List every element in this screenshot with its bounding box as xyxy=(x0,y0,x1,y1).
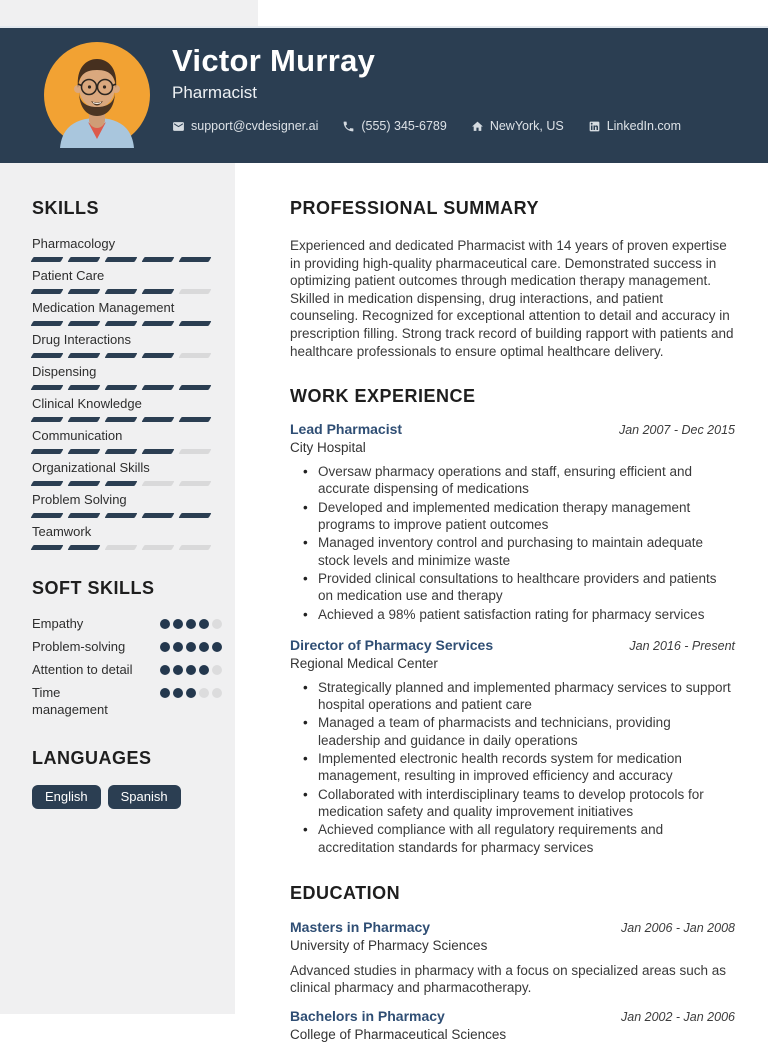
skill-segment-filled xyxy=(68,385,101,390)
top-strip-left xyxy=(0,0,258,26)
soft-skill-dots xyxy=(160,684,222,701)
skill-segment-filled xyxy=(31,481,64,486)
rating-dot-filled xyxy=(199,665,209,675)
skill-label: Clinical Knowledge xyxy=(32,396,142,411)
soft-skill-label: Time management xyxy=(32,685,108,717)
skill-segment-filled xyxy=(105,321,138,326)
home-icon xyxy=(471,120,484,133)
education-entry xyxy=(290,1007,735,1043)
skill-segment-filled xyxy=(31,353,64,358)
skill-segment-filled xyxy=(142,321,175,326)
rating-dot-filled xyxy=(186,665,196,675)
job-bullet: • Achieved compliance with all regulatory requirements and accreditation standards for pharmacy services xyxy=(290,821,735,856)
job-entry xyxy=(290,420,735,623)
job-header xyxy=(290,636,735,654)
rating-dot-filled xyxy=(160,619,170,629)
soft-skill-dots xyxy=(160,661,222,678)
skills-heading: SKILLS xyxy=(32,198,100,218)
soft-skill-label: Problem-solving xyxy=(32,639,126,654)
person-job-title: Pharmacist xyxy=(172,83,258,103)
education-heading: EDUCATION xyxy=(290,882,401,903)
education-header xyxy=(290,918,735,936)
skill-level-bar xyxy=(32,545,217,550)
skill-item xyxy=(32,300,217,326)
header-band xyxy=(0,28,768,163)
experience-section xyxy=(290,386,735,856)
soft-skill-row xyxy=(32,684,217,718)
top-strip xyxy=(0,0,768,28)
summary-heading: PROFESSIONAL SUMMARY xyxy=(290,198,540,218)
skill-segment-filled xyxy=(68,321,101,326)
skill-segment-filled xyxy=(68,289,101,294)
soft-skill-row xyxy=(32,638,217,655)
education-degree: Bachelors in Pharmacy xyxy=(290,1007,445,1024)
education-dates: Jan 2002 - Jan 2006 xyxy=(621,1009,735,1024)
skill-label: Organizational Skills xyxy=(32,460,150,475)
skill-segment-empty xyxy=(142,545,175,550)
skill-item xyxy=(32,364,217,390)
language-badge: Spanish xyxy=(108,785,181,809)
rating-dot-empty xyxy=(199,688,209,698)
rating-dot-filled xyxy=(160,688,170,698)
skill-label: Teamwork xyxy=(32,524,92,539)
skill-level-bar xyxy=(32,257,217,262)
languages-list xyxy=(32,785,217,809)
header-text xyxy=(172,44,681,133)
job-bullet: • Oversaw pharmacy operations and staff, ensuring efficient and accurate dispensing of medications xyxy=(290,463,735,498)
job-bullet: • Strategically planned and implemented pharmacy services to support hospital operations and patient care xyxy=(290,679,735,714)
skill-segment-filled xyxy=(179,257,212,262)
skill-segment-filled xyxy=(31,513,64,518)
skill-label: Dispensing xyxy=(32,364,97,379)
skill-item xyxy=(32,428,217,454)
skill-segment-filled xyxy=(105,449,138,454)
skill-label: Patient Care xyxy=(32,268,105,283)
job-role: Director of Pharmacy Services xyxy=(290,636,494,653)
skill-segment-filled xyxy=(142,513,175,518)
skill-item xyxy=(32,492,217,518)
summary-text: Experienced and dedicated Pharmacist with 14 years of proven expertise in providing high-quality pharmaceutical care. Demonstrated success in optimizing patient outcomes through medication therapy management. Skilled in medication dispensing, drug interactions, and patient counseling. Recognized for exceptional attention to detail and accuracy in prescription filling. Strong track record of building rapport with patients and healthcare professionals to ensure optimal healthcare delivery. xyxy=(290,238,734,359)
education-school: University of Pharmacy Sciences xyxy=(290,937,488,953)
job-bullets xyxy=(290,679,735,856)
contact-text: (555) 345-6789 xyxy=(361,119,447,134)
language-badge: English xyxy=(32,785,101,809)
skill-level-bar xyxy=(32,513,217,518)
skill-segment-filled xyxy=(142,353,175,358)
skill-segment-filled xyxy=(105,481,138,486)
skill-segment-filled xyxy=(31,417,64,422)
soft-skill-label: Empathy xyxy=(32,616,84,631)
job-bullet: • Developed and implemented medication therapy management programs to improve patient outcomes xyxy=(290,499,735,534)
person-name: Victor Murray xyxy=(172,43,376,78)
skill-segment-filled xyxy=(179,513,212,518)
skill-label: Drug Interactions xyxy=(32,332,131,347)
contact-text: support@cvdesigner.ai xyxy=(191,119,319,134)
profile-photo-illustration xyxy=(44,42,150,148)
skill-segment-filled xyxy=(142,257,175,262)
job-dates: Jan 2007 - Dec 2015 xyxy=(618,423,735,438)
job-bullet: • Provided clinical consultations to healthcare providers and patients on medication use and therapy xyxy=(290,570,735,605)
contact-text: NewYork, US xyxy=(489,119,564,134)
rating-dot-filled xyxy=(199,619,209,629)
skill-level-bar xyxy=(32,481,217,486)
education-section xyxy=(290,883,735,1043)
skill-segment-filled xyxy=(31,449,64,454)
skill-segment-filled xyxy=(68,449,101,454)
skill-segment-empty xyxy=(179,545,212,550)
skill-segment-filled xyxy=(142,289,175,294)
skill-item xyxy=(32,236,217,262)
job-bullet: • Managed inventory control and purchasing to maintain adequate stock levels and minimize waste xyxy=(290,534,735,569)
summary-section xyxy=(290,198,735,360)
contact-item xyxy=(342,119,446,133)
soft-skills-list xyxy=(32,615,217,718)
soft-skill-dots xyxy=(160,615,222,632)
education-entry xyxy=(290,918,735,997)
job-role: Lead Pharmacist xyxy=(290,421,403,438)
profile-photo xyxy=(44,42,150,148)
skill-segment-filled xyxy=(68,257,101,262)
skill-level-bar xyxy=(32,353,217,358)
skill-segment-empty xyxy=(179,481,212,486)
education-header xyxy=(290,1007,735,1025)
contact-item xyxy=(471,119,564,133)
skill-segment-filled xyxy=(68,481,101,486)
skill-segment-filled xyxy=(179,385,212,390)
soft-skill-row xyxy=(32,661,217,678)
main-column xyxy=(235,163,768,1042)
skill-item xyxy=(32,332,217,358)
education-dates: Jan 2006 - Jan 2008 xyxy=(621,920,735,935)
skill-segment-filled xyxy=(31,257,64,262)
skill-segment-filled xyxy=(105,257,138,262)
skill-label: Problem Solving xyxy=(32,492,127,507)
skill-label: Medication Management xyxy=(32,300,175,315)
skill-segment-filled xyxy=(68,417,101,422)
skill-segment-filled xyxy=(105,513,138,518)
job-bullet: • Collaborated with interdisciplinary teams to develop protocols for medication safety and quality improvement initiatives xyxy=(290,786,735,821)
skill-item xyxy=(32,268,217,294)
rating-dot-filled xyxy=(186,688,196,698)
soft-skills-heading: SOFT SKILLS xyxy=(32,578,155,598)
rating-dot-filled xyxy=(186,619,196,629)
contact-text: LinkedIn.com xyxy=(606,119,682,134)
rating-dot-empty xyxy=(212,665,222,675)
phone-icon xyxy=(342,120,355,133)
education-school: College of Pharmaceutical Sciences xyxy=(290,1026,507,1042)
envelope-icon xyxy=(172,120,185,133)
rating-dot-filled xyxy=(160,665,170,675)
job-entry xyxy=(290,636,735,856)
skills-list xyxy=(32,236,217,550)
skill-segment-empty xyxy=(142,481,175,486)
job-company: City Hospital xyxy=(290,440,366,456)
rating-dot-filled xyxy=(173,665,183,675)
skill-level-bar xyxy=(32,289,217,294)
linkedin-icon xyxy=(588,120,601,133)
contact-item[interactable] xyxy=(172,119,318,133)
skill-segment-filled xyxy=(105,417,138,422)
contact-row xyxy=(172,119,681,133)
skill-segment-filled xyxy=(142,417,175,422)
languages-heading: LANGUAGES xyxy=(32,748,152,768)
top-strip-right xyxy=(258,0,768,26)
skill-segment-filled xyxy=(105,289,138,294)
rating-dot-filled xyxy=(186,642,196,652)
skill-segment-filled xyxy=(31,545,64,550)
body-columns xyxy=(0,163,768,1042)
skill-label: Communication xyxy=(32,428,123,443)
skill-level-bar xyxy=(32,321,217,326)
rating-dot-filled xyxy=(160,642,170,652)
rating-dot-empty xyxy=(212,619,222,629)
job-company: Regional Medical Center xyxy=(290,655,438,671)
experience-heading: WORK EXPERIENCE xyxy=(290,386,476,407)
skill-label: Pharmacology xyxy=(32,236,116,251)
soft-skill-label: Attention to detail xyxy=(32,662,133,677)
skill-segment-filled xyxy=(179,321,212,326)
skill-segment-empty xyxy=(179,353,212,358)
skill-segment-filled xyxy=(68,353,101,358)
rating-dot-filled xyxy=(173,619,183,629)
sidebar xyxy=(0,163,235,1014)
skill-segment-empty xyxy=(179,289,212,294)
job-bullets xyxy=(290,463,735,623)
skill-segment-filled xyxy=(142,449,175,454)
skill-segment-filled xyxy=(31,321,64,326)
skill-item xyxy=(32,396,217,422)
education-degree: Masters in Pharmacy xyxy=(290,918,431,935)
education-list xyxy=(290,918,735,1043)
skill-segment-filled xyxy=(142,385,175,390)
rating-dot-filled xyxy=(212,642,222,652)
jobs-list xyxy=(290,420,735,856)
contact-item[interactable] xyxy=(588,119,681,133)
job-bullet: • Implemented electronic health records system for medication management, resulting in improved efficiency and accuracy xyxy=(290,750,735,785)
job-bullet: • Achieved a 98% patient satisfaction rating for pharmacy services xyxy=(290,606,735,623)
rating-dot-empty xyxy=(212,688,222,698)
job-dates: Jan 2016 - Present xyxy=(629,638,735,653)
job-bullet: • Managed a team of pharmacists and technicians, providing leadership and guidance in daily operations xyxy=(290,714,735,749)
skill-segment-empty xyxy=(179,449,212,454)
skill-segment-filled xyxy=(31,385,64,390)
rating-dot-filled xyxy=(173,642,183,652)
soft-skill-dots xyxy=(160,638,222,655)
skill-level-bar xyxy=(32,417,217,422)
skill-segment-filled xyxy=(105,385,138,390)
job-header xyxy=(290,420,735,438)
skill-item xyxy=(32,460,217,486)
soft-skill-row xyxy=(32,615,217,632)
education-description: Advanced studies in pharmacy with a focus on specialized areas such as clinical pharmacy and pharmacotherapy. xyxy=(290,962,726,996)
rating-dot-filled xyxy=(173,688,183,698)
skill-segment-filled xyxy=(68,513,101,518)
skill-segment-empty xyxy=(105,545,138,550)
skill-segment-filled xyxy=(31,289,64,294)
skill-segment-filled xyxy=(105,353,138,358)
skill-level-bar xyxy=(32,385,217,390)
rating-dot-filled xyxy=(199,642,209,652)
skill-item xyxy=(32,524,217,550)
skill-segment-filled xyxy=(68,545,101,550)
skill-segment-filled xyxy=(179,417,212,422)
skill-level-bar xyxy=(32,449,217,454)
